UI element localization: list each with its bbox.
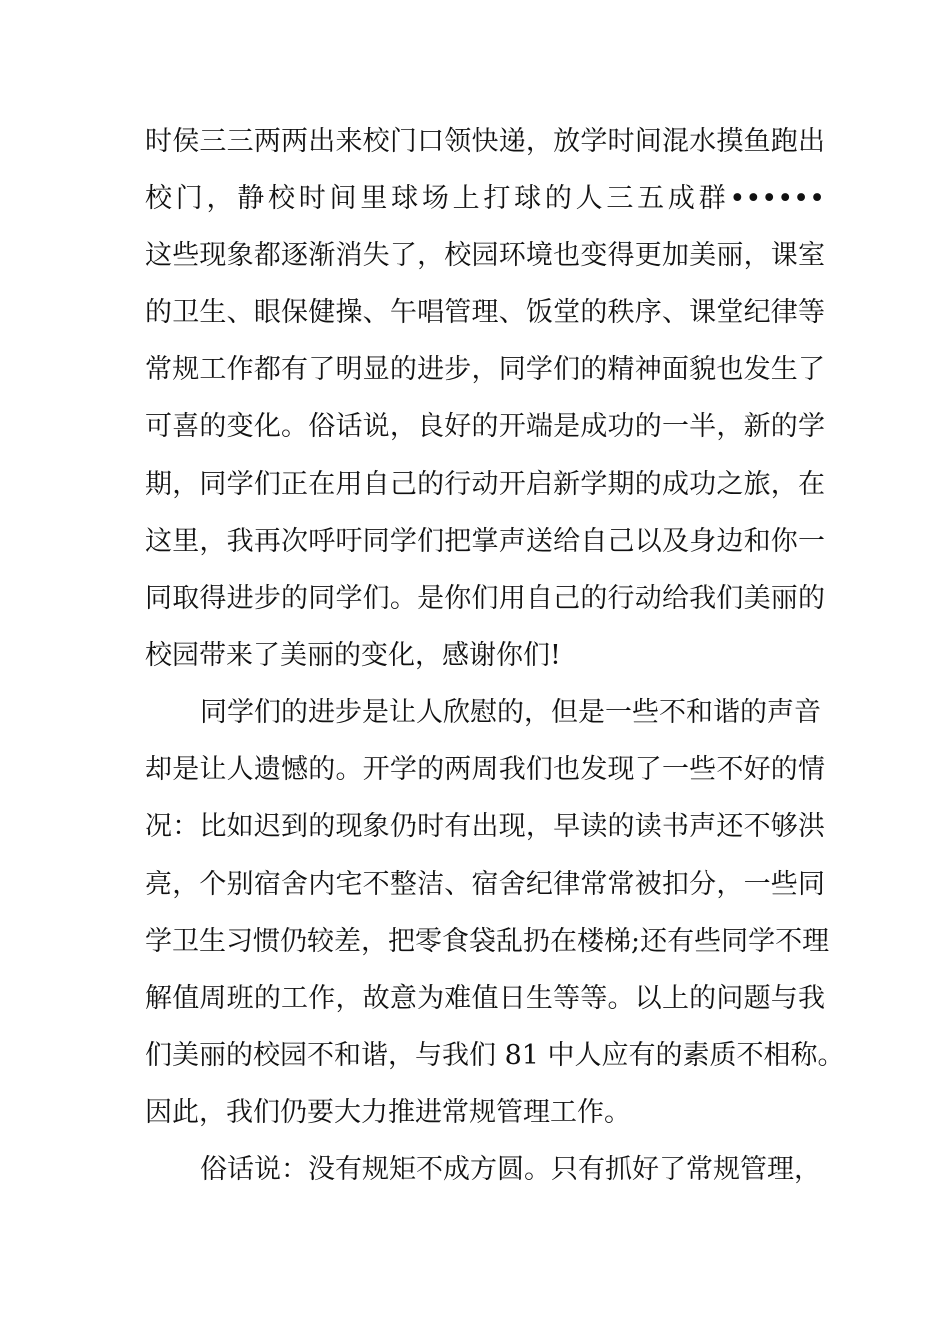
paragraph-first-line: 俗话说：没有规矩不成方圆。只有抓好了常规管理，	[200, 1154, 821, 1185]
text-line: 同取得进步的同学们。是你们用自己的行动给我们美丽的	[145, 583, 825, 614]
text-line: 况：比如迟到的现象仍时有出现，早读的读书声还不够洪	[145, 811, 825, 842]
text-line: 的卫生、眼保健操、午唱管理、饭堂的秩序、课堂纪律等	[145, 297, 825, 328]
text-line: 解值周班的工作，故意为难值日生等等。以上的问题与我	[145, 983, 825, 1014]
text-line: 因此，我们仍要大力推进常规管理工作。	[145, 1097, 631, 1128]
paragraph-first-line: 同学们的进步是让人欣慰的，但是一些不和谐的声音	[200, 697, 821, 728]
text-line: 这些现象都逐渐消失了，校园环境也变得更加美丽，课室	[145, 240, 825, 271]
text-line: 亮，个别宿舍内宅不整洁、宿舍纪律常常被扣分，一些同	[145, 869, 825, 900]
text-line: 校门，静校时间里球场上打球的人三五成群••••••	[145, 183, 825, 214]
text-line: 这里，我再次呼吁同学们把掌声送给自己以及身边和你一	[145, 526, 825, 557]
text-line: 时侯三三两两出来校门口领快递，放学时间混水摸鱼跑出	[145, 126, 825, 157]
text-line: 们美丽的校园不和谐，与我们 81 中人应有的素质不相称。	[145, 1040, 845, 1071]
text-line: 可喜的变化。俗话说，良好的开端是成功的一半，新的学	[145, 411, 825, 442]
text-line: 期，同学们正在用自己的行动开启新学期的成功之旅，在	[145, 469, 825, 500]
text-line: 学卫生习惯仍较差，把零食袋乱扔在楼梯;还有些同学不理	[145, 926, 830, 957]
text-line: 却是让人遗憾的。开学的两周我们也发现了一些不好的情	[145, 754, 825, 785]
text-line: 常规工作都有了明显的进步，同学们的精神面貌也发生了	[145, 354, 825, 385]
text-line: 校园带来了美丽的变化，感谢你们!	[145, 640, 561, 671]
